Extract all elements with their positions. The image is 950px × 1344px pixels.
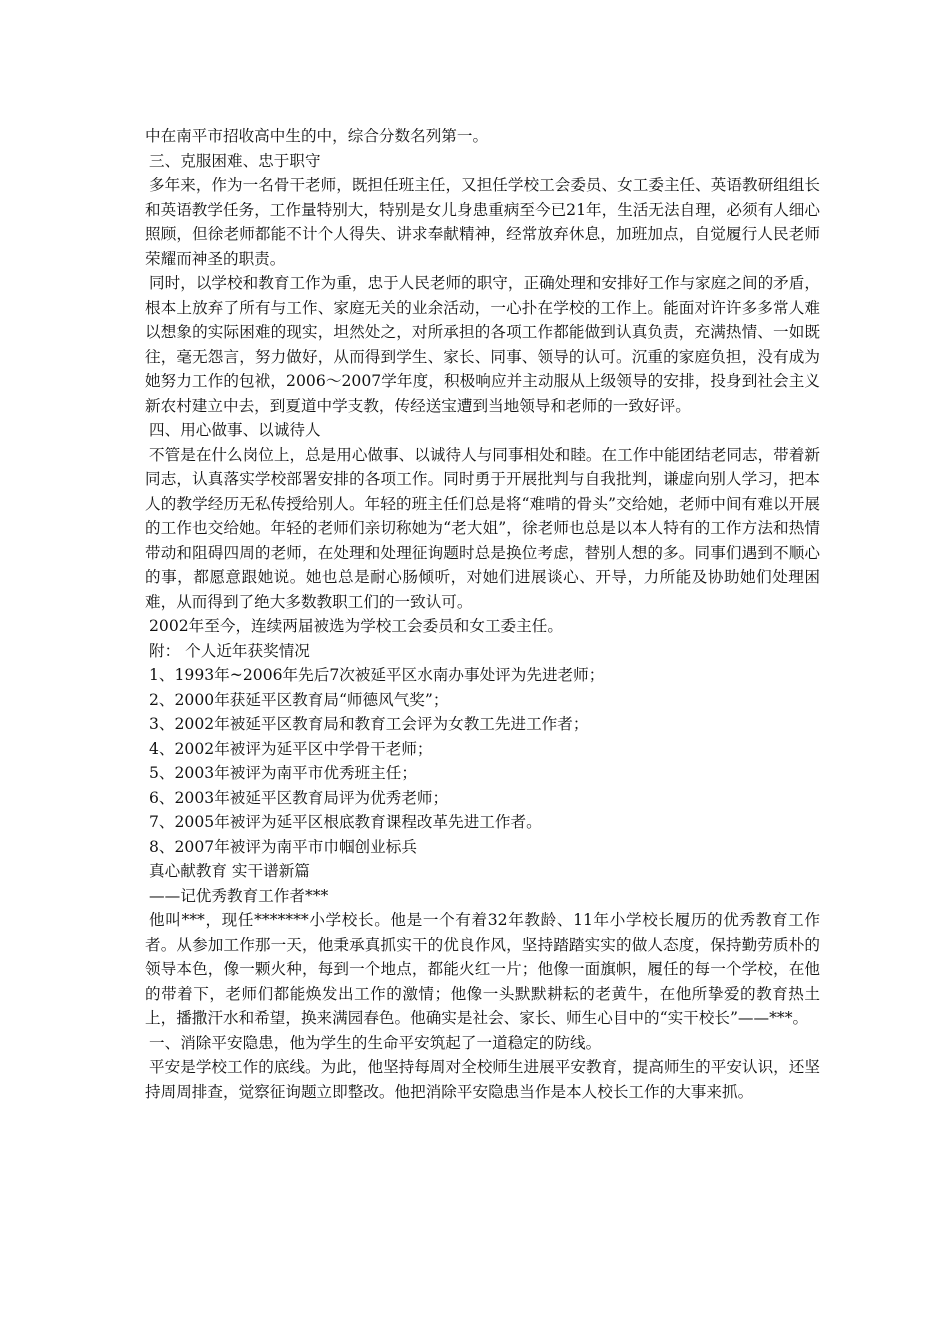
award-item: 4、2002年被评为延平区中学骨干老师； (149, 739, 433, 758)
paragraph-continuation: 中在南平市招收高中生的中，综合分数名列第一。 (145, 127, 489, 145)
article-subtitle: ——记优秀教育工作者*** (149, 886, 329, 905)
article-title: 真心献教育 实干谱新篇 (149, 862, 310, 880)
award-item: 7、2005年被评为延平区根底教育课程改革先进工作者。 (149, 813, 542, 831)
paragraph: 多年来，作为一名骨干老师，既担任班主任，又担任学校工会委员、女工委主任、英语教研组组长和英语教学任务，工作量特别大，特别是女儿身患重病至今已21年，生活无法自理，必须有人细心照顾，但徐老师都能不计个人得失、讲求奉献精神，经常放弃休息，加班加点，自觉履行人民老师荣耀而神圣的职责。 (145, 176, 820, 268)
paragraph: 不管是在什么岗位上，总是用心做事、以诚待人与同事相处和睦。在工作中能团结老同志，带着新同志，认真落实学校部署安排的各项工作。同时勇于开展批判与自我批判，谦虚向别人学习，把本人的教学经历无私传授给别人。年轻的班主任们总是将“难啃的骨头”交给她，老师中间有难以开展的工作也交给她。年轻的老师们亲切称她为“老大姐”，徐老师也总是以本人特有的工作方法和热情带动和阻碍四周的老师，在处理和处理征询题时总是换位考虑，替别人想的多。同事们遇到不顺心的事，都愿意跟她说。她也总是耐心肠倾听，对她们进展谈心、开导，力所能及协助她们处理困难，从而得到了绝大多数教职工们的一致认可。 (145, 445, 820, 611)
award-item: 2、2000年获延平区教育局“师德风气奖”； (149, 690, 449, 709)
paragraph: 他叫***，现任*******小学校长。他是一个有着32年教龄、11年小学校长履历的优秀教育工作者。从参加工作那一天，他秉承真抓实干的优良作风，坚持踏踏实实的做人态度，保持勤劳质朴的领导本色，像一颗火种，每到一个地点，都能火红一片；他像一面旗帜，履任的每一个学校，在他的带着下，老师们都能焕发出工作的激情；他像一头默默耕耘的老黄牛，在他所挚爱的教育热土上，播撒汗水和希望，换来满园春色。他确实是社会、家长、师生心目中的“实干校长”——***。 (145, 911, 820, 1027)
section-heading-3: 三、克服困难、忠于职守 (149, 151, 321, 170)
award-item: 3、2002年被延平区教育局和教育工会评为女教工先进工作者； (149, 715, 589, 733)
awards-heading: 附： 个人近年获奖情况 (149, 641, 310, 660)
award-item: 5、2003年被评为南平市优秀班主任； (149, 764, 417, 782)
paragraph: 同时，以学校和教育工作为重，忠于人民老师的职守，正确处理和安排好工作与家庭之间的矛盾，根本上放弃了所有与工作、家庭无关的业余活动，一心扑在学校的工作上。能面对许许多多常人难以想象的实际困难的现实，坦然处之，对所承担的各项工作都能做到认真负责，充满热情、一如既往，毫无怨言，努力做好，从而得到学生、家长、同事、领导的认可。沉重的家庭负担，没有成为她努力工作的包袱，2006～2007学年度，积极响应并主动服从上级领导的安排，投身到社会主义新农村建立中去，到夏道中学支教，传经送宝遭到当地领导和老师的一致好评。 (145, 274, 820, 415)
section-heading-1: 一、消除平安隐患，他为学生的生命平安筑起了一道稳定的防线。 (149, 1033, 602, 1052)
paragraph: 2002年至今，连续两届被选为学校工会委员和女工委主任。 (149, 617, 563, 635)
document-body (145, 124, 820, 1104)
award-item: 6、2003年被延平区教育局评为优秀老师； (149, 788, 449, 807)
section-heading-4: 四、用心做事、以诚待人 (149, 421, 321, 439)
award-item: 1、1993年~2006年先后7次被延平区水南办事处评为先进老师； (149, 666, 605, 684)
paragraph: 平安是学校工作的底线。为此，他坚持每周对全校师生进展平安教育，提高师生的平安认识，还坚持周周排查，觉察征询题立即整改。他把消除平安隐患当作是本人校长工作的大事来抓。 (145, 1058, 820, 1101)
award-item: 8、2007年被评为南平市巾帼创业标兵 (149, 837, 417, 856)
